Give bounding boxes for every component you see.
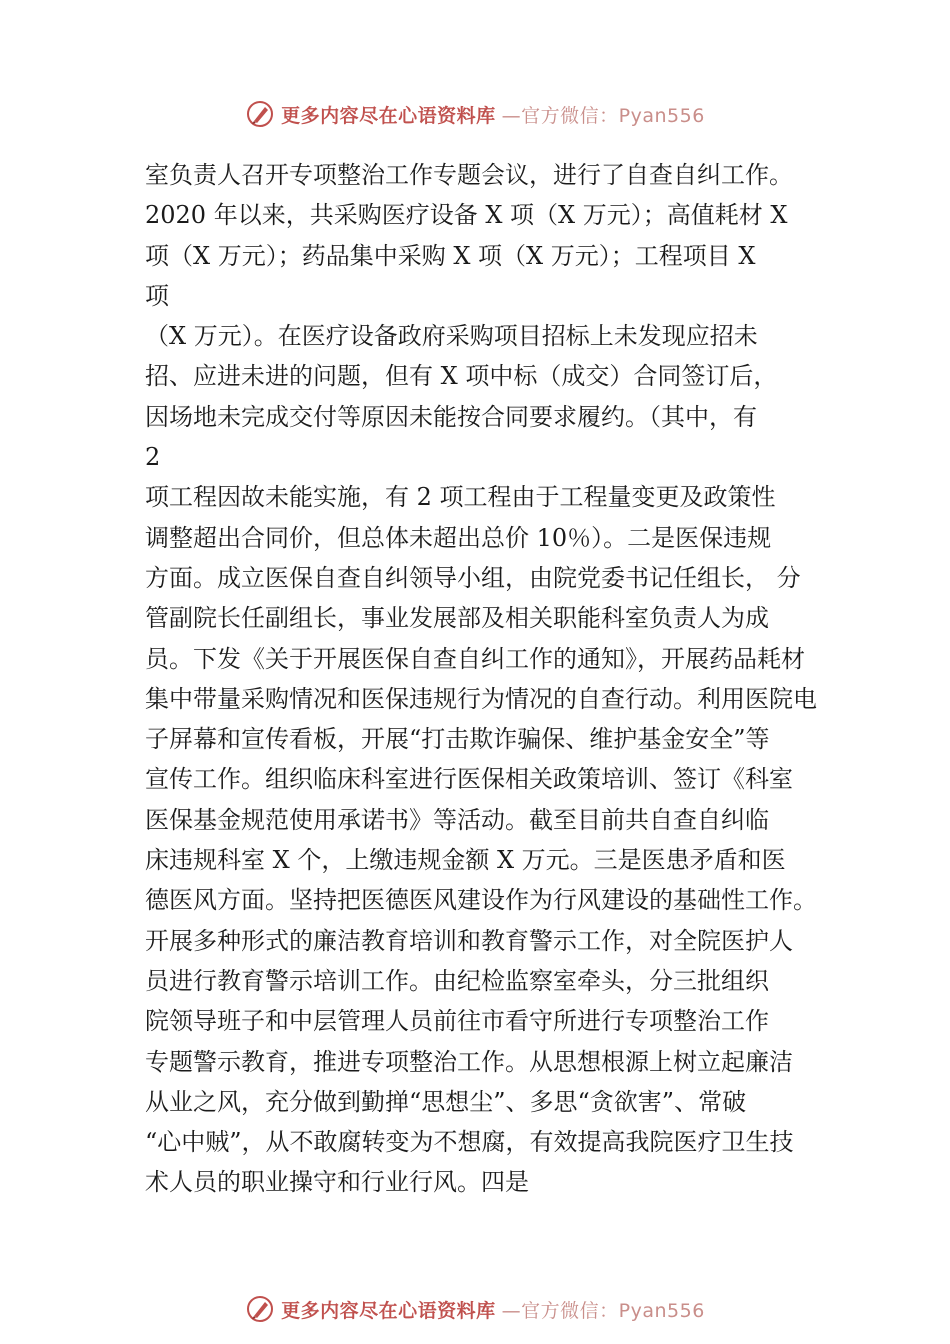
body-line: 调整超出合同价，但总体未超出总价 10％）。二是医保违规 [145, 523, 772, 552]
header-banner [0, 94, 950, 134]
body-line: 招、应进未进的问题，但有 X 项中标（成交）合同签订后， [145, 362, 778, 391]
banner-promo-text: 更多内容尽在心语资料库 [281, 104, 496, 127]
pen-nib-logo-icon [245, 99, 275, 129]
body-line: 项（X 万元）；药品集中采购 X 项（X 万元）；工程项目 X [145, 241, 756, 270]
body-line: 项工程因故未能实施，有 2 项工程由于工程量变更及政策性 [145, 483, 776, 512]
body-line: （X 万元）。在医疗设备政府采购项目招标上未发现应招未 [145, 322, 758, 351]
body-line: 子屏幕和宣传看板，开展“打击欺诈骗保、维护基金安全”等 [145, 725, 770, 754]
body-line: 2 [145, 443, 161, 472]
body-line: 医保基金规范使用承诺书》等活动。截至目前共自查自纠临 [145, 805, 769, 834]
body-line: 床违规科室 X 个，上缴违规金额 X 万元。三是医患矛盾和医 [145, 846, 786, 875]
body-line: 开展多种形式的廉洁教育培训和教育警示工作，对全院医护人 [145, 926, 793, 955]
document-body [145, 155, 835, 1203]
banner-wechat-text: —官方微信：Pyan556 [501, 1299, 705, 1322]
body-line: “心中贼”，从不敢腐转变为不想腐，有效提高我院医疗卫生技 [145, 1128, 794, 1157]
body-line: 德医风方面。坚持把医德医风建设作为行风建设的基础性工作。 [145, 886, 817, 915]
body-line: 方面。成立医保自查自纠领导小组，由院党委书记任组长， 分 [145, 563, 801, 592]
body-line: 员。下发《关于开展医保自查自纠工作的通知》，开展药品耗材 [145, 644, 805, 673]
body-line: 项 [145, 281, 169, 310]
body-line: 专题警示教育，推进专项整治工作。从思想根源上树立起廉洁 [145, 1047, 793, 1076]
body-line: 管副院长任副组长，事业发展部及相关职能科室负责人为成 [145, 604, 769, 633]
body-line: 院领导班子和中层管理人员前往市看守所进行专项整治工作 [145, 1007, 769, 1036]
body-line: 员进行教育警示培训工作。由纪检监察室牵头，分三批组织 [145, 966, 769, 995]
body-line: 2020 年以来，共采购医疗设备 X 项（X 万元）；高值耗材 X [145, 201, 788, 230]
banner-wechat-text: —官方微信：Pyan556 [501, 104, 705, 127]
body-line: 集中带量采购情况和医保违规行为情况的自查行动。利用医院电 [145, 684, 817, 713]
body-line: 室负责人召开专项整治工作专题会议，进行了自查自纠工作。 [145, 161, 793, 189]
body-line: 从业之风，充分做到勤掸“思想尘”、多思“贪欲害”、常破 [145, 1087, 747, 1116]
body-line: 宣传工作。组织临床科室进行医保相关政策培训、签订《科室 [145, 765, 793, 794]
body-line: 术人员的职业操守和行业行风。四是 [145, 1168, 529, 1197]
footer-banner [0, 1289, 950, 1329]
pen-nib-logo-icon [245, 1294, 275, 1324]
body-line: 因场地未完成交付等原因未能按合同要求履约。（其中，有 [145, 402, 757, 431]
banner-promo-text: 更多内容尽在心语资料库 [281, 1299, 496, 1322]
